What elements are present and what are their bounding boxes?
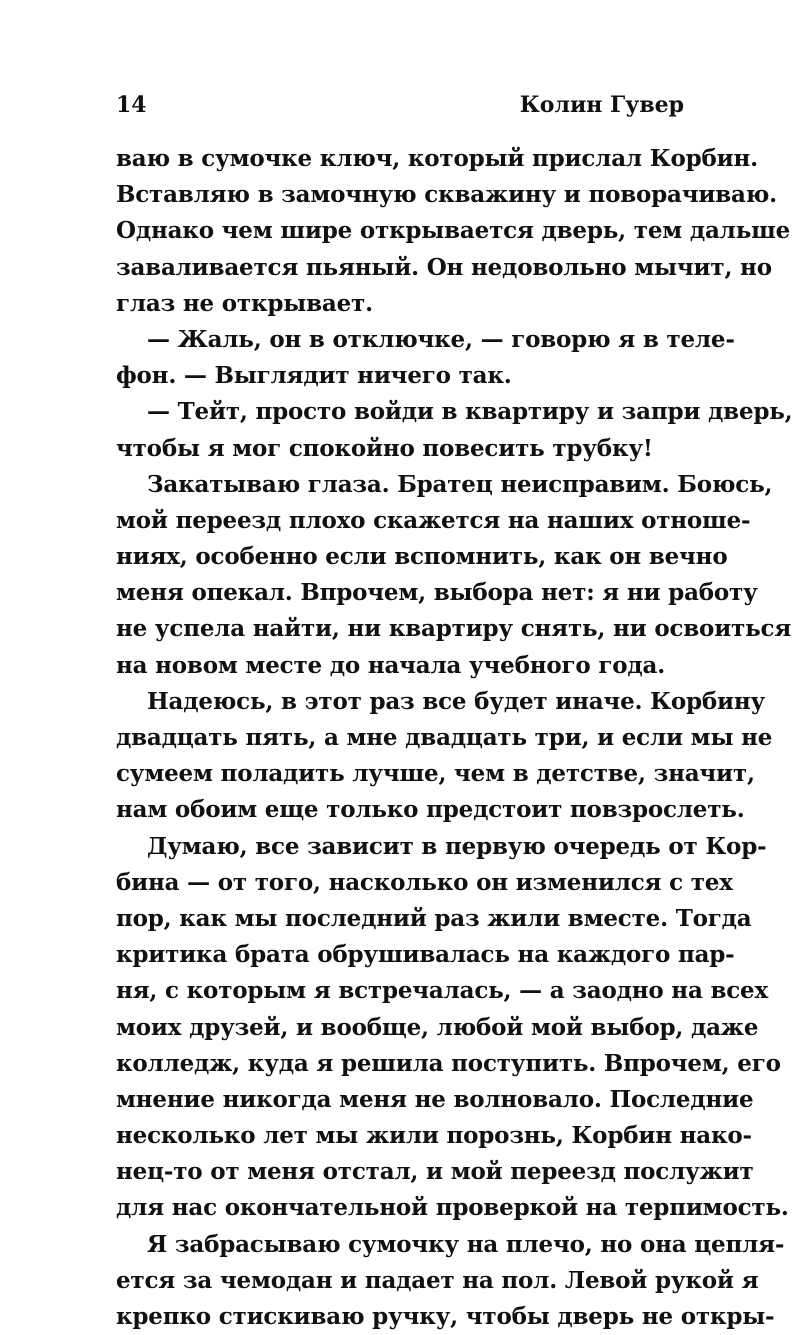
text-line: Закатываю глаза. Братец неисправим. Боюсь, — [147, 470, 773, 498]
text-line: двадцать пять, а мне двадцать три, и если мы не — [116, 724, 773, 751]
text-line: бина — от того, насколько он изменился с тех — [116, 868, 733, 896]
text-line: сумеем поладить лучше, чем в детстве, значит, — [116, 760, 755, 788]
text-line: Надеюсь, в этот раз все будет иначе. Корбину — [147, 687, 766, 715]
text-line: ется за чемодан и падает на пол. Левой рукой я — [116, 1266, 759, 1294]
text-line: колледж, куда я решила поступить. Впрочем, его — [116, 1049, 781, 1077]
text-line: критика брата обрушивалась на каждого пар- — [116, 941, 735, 969]
text-line: ниях, особенно если вспомнить, как он вечно — [116, 543, 728, 571]
text-line: Думаю, все зависит в первую очередь от Кор- — [147, 832, 767, 860]
text-line: Однако чем шире открывается дверь, тем дальше — [116, 217, 791, 245]
body-text — [116, 141, 792, 1335]
text-line: ня, с которым я встречалась, — а заодно на всех — [116, 977, 768, 1005]
text-line: Вставляю в замочную скважину и поворачиваю. — [116, 181, 777, 209]
text-line: меня опекал. Впрочем, выбора нет: я ни работу — [116, 579, 758, 607]
text-line: несколько лет мы жили порознь, Корбин нако- — [116, 1122, 752, 1150]
text-line: нец-то от меня отстал, и мой переезд послужит — [116, 1158, 754, 1186]
text-line: моих друзей, и вообще, любой мой выбор, даже — [116, 1013, 759, 1041]
text-line: Я забрасываю сумочку на плечо, но она цепля- — [147, 1230, 785, 1258]
text-line: нам обоим еще только предстоит повзрослеть. — [116, 796, 745, 824]
text-line: крепко стискиваю ручку, чтобы дверь не откры- — [116, 1303, 775, 1330]
text-line: не успела найти, ни квартиру снять, ни освоиться — [116, 615, 792, 643]
running-header — [116, 92, 684, 126]
text-line: глаз не открывает. — [116, 289, 373, 317]
text-line: на новом месте до начала учебного года. — [116, 651, 666, 679]
text-line: фон. — Выглядит ничего так. — [116, 362, 512, 390]
text-line: чтобы я мог спокойно повесить трубку! — [116, 434, 653, 462]
text-line: пор, как мы последний раз жили вместе. Тогда — [116, 904, 752, 932]
page-number: 14 — [116, 92, 147, 118]
text-line: — Тейт, просто войди в квартиру и запри дверь, — [147, 398, 792, 426]
text-line: ваю в сумочке ключ, который прислал Корбин. — [116, 145, 758, 172]
text-line: — Жаль, он в отключке, — говорю я в теле- — [147, 325, 735, 353]
text-line: для нас окончательной проверкой на терпимость. — [116, 1194, 789, 1222]
text-line: мой переезд плохо скажется на наших отноше- — [116, 506, 751, 534]
text-line: мнение никогда меня не волновало. Последние — [116, 1085, 754, 1113]
text-line: заваливается пьяный. Он недовольно мычит, но — [116, 253, 772, 281]
author-name: Колин Гувер — [519, 92, 684, 118]
